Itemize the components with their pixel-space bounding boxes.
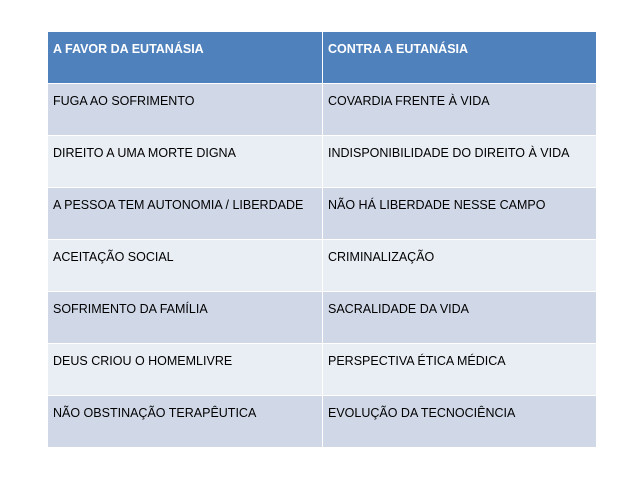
table-cell-pro: A PESSOA TEM AUTONOMIA / LIBERDADE xyxy=(48,188,323,240)
table-row xyxy=(48,396,597,448)
table-cell-contra: INDISPONIBILIDADE DO DIREITO À VIDA xyxy=(323,136,597,188)
table-header xyxy=(48,32,597,84)
table-row xyxy=(48,136,597,188)
table-cell-pro: SOFRIMENTO DA FAMÍLIA xyxy=(48,292,323,344)
table-cell-contra: SACRALIDADE DA VIDA xyxy=(323,292,597,344)
table-cell-pro: NÃO OBSTINAÇÃO TERAPÊUTICA xyxy=(48,396,323,448)
header-cell-contra: CONTRA A EUTANÁSIA xyxy=(323,32,597,84)
table-row xyxy=(48,344,597,396)
table-cell-contra: CRIMINALIZAÇÃO xyxy=(323,240,597,292)
table-cell-pro: ACEITAÇÃO SOCIAL xyxy=(48,240,323,292)
table-cell-pro: DEUS CRIOU O HOMEMLIVRE xyxy=(48,344,323,396)
comparison-table xyxy=(47,31,597,448)
table-cell-contra: NÃO HÁ LIBERDADE NESSE CAMPO xyxy=(323,188,597,240)
table-row xyxy=(48,240,597,292)
table-cell-contra: COVARDIA FRENTE À VIDA xyxy=(323,84,597,136)
table-row xyxy=(48,188,597,240)
table-body xyxy=(48,84,597,448)
header-cell-pro: A FAVOR DA EUTANÁSIA xyxy=(48,32,323,84)
table-cell-contra: PERSPECTIVA ÉTICA MÉDICA xyxy=(323,344,597,396)
table-row xyxy=(48,292,597,344)
table-cell-pro: DIREITO A UMA MORTE DIGNA xyxy=(48,136,323,188)
table-cell-contra: EVOLUÇÃO DA TECNOCIÊNCIA xyxy=(323,396,597,448)
header-row xyxy=(48,32,597,84)
table-cell-pro: FUGA AO SOFRIMENTO xyxy=(48,84,323,136)
table-row xyxy=(48,84,597,136)
